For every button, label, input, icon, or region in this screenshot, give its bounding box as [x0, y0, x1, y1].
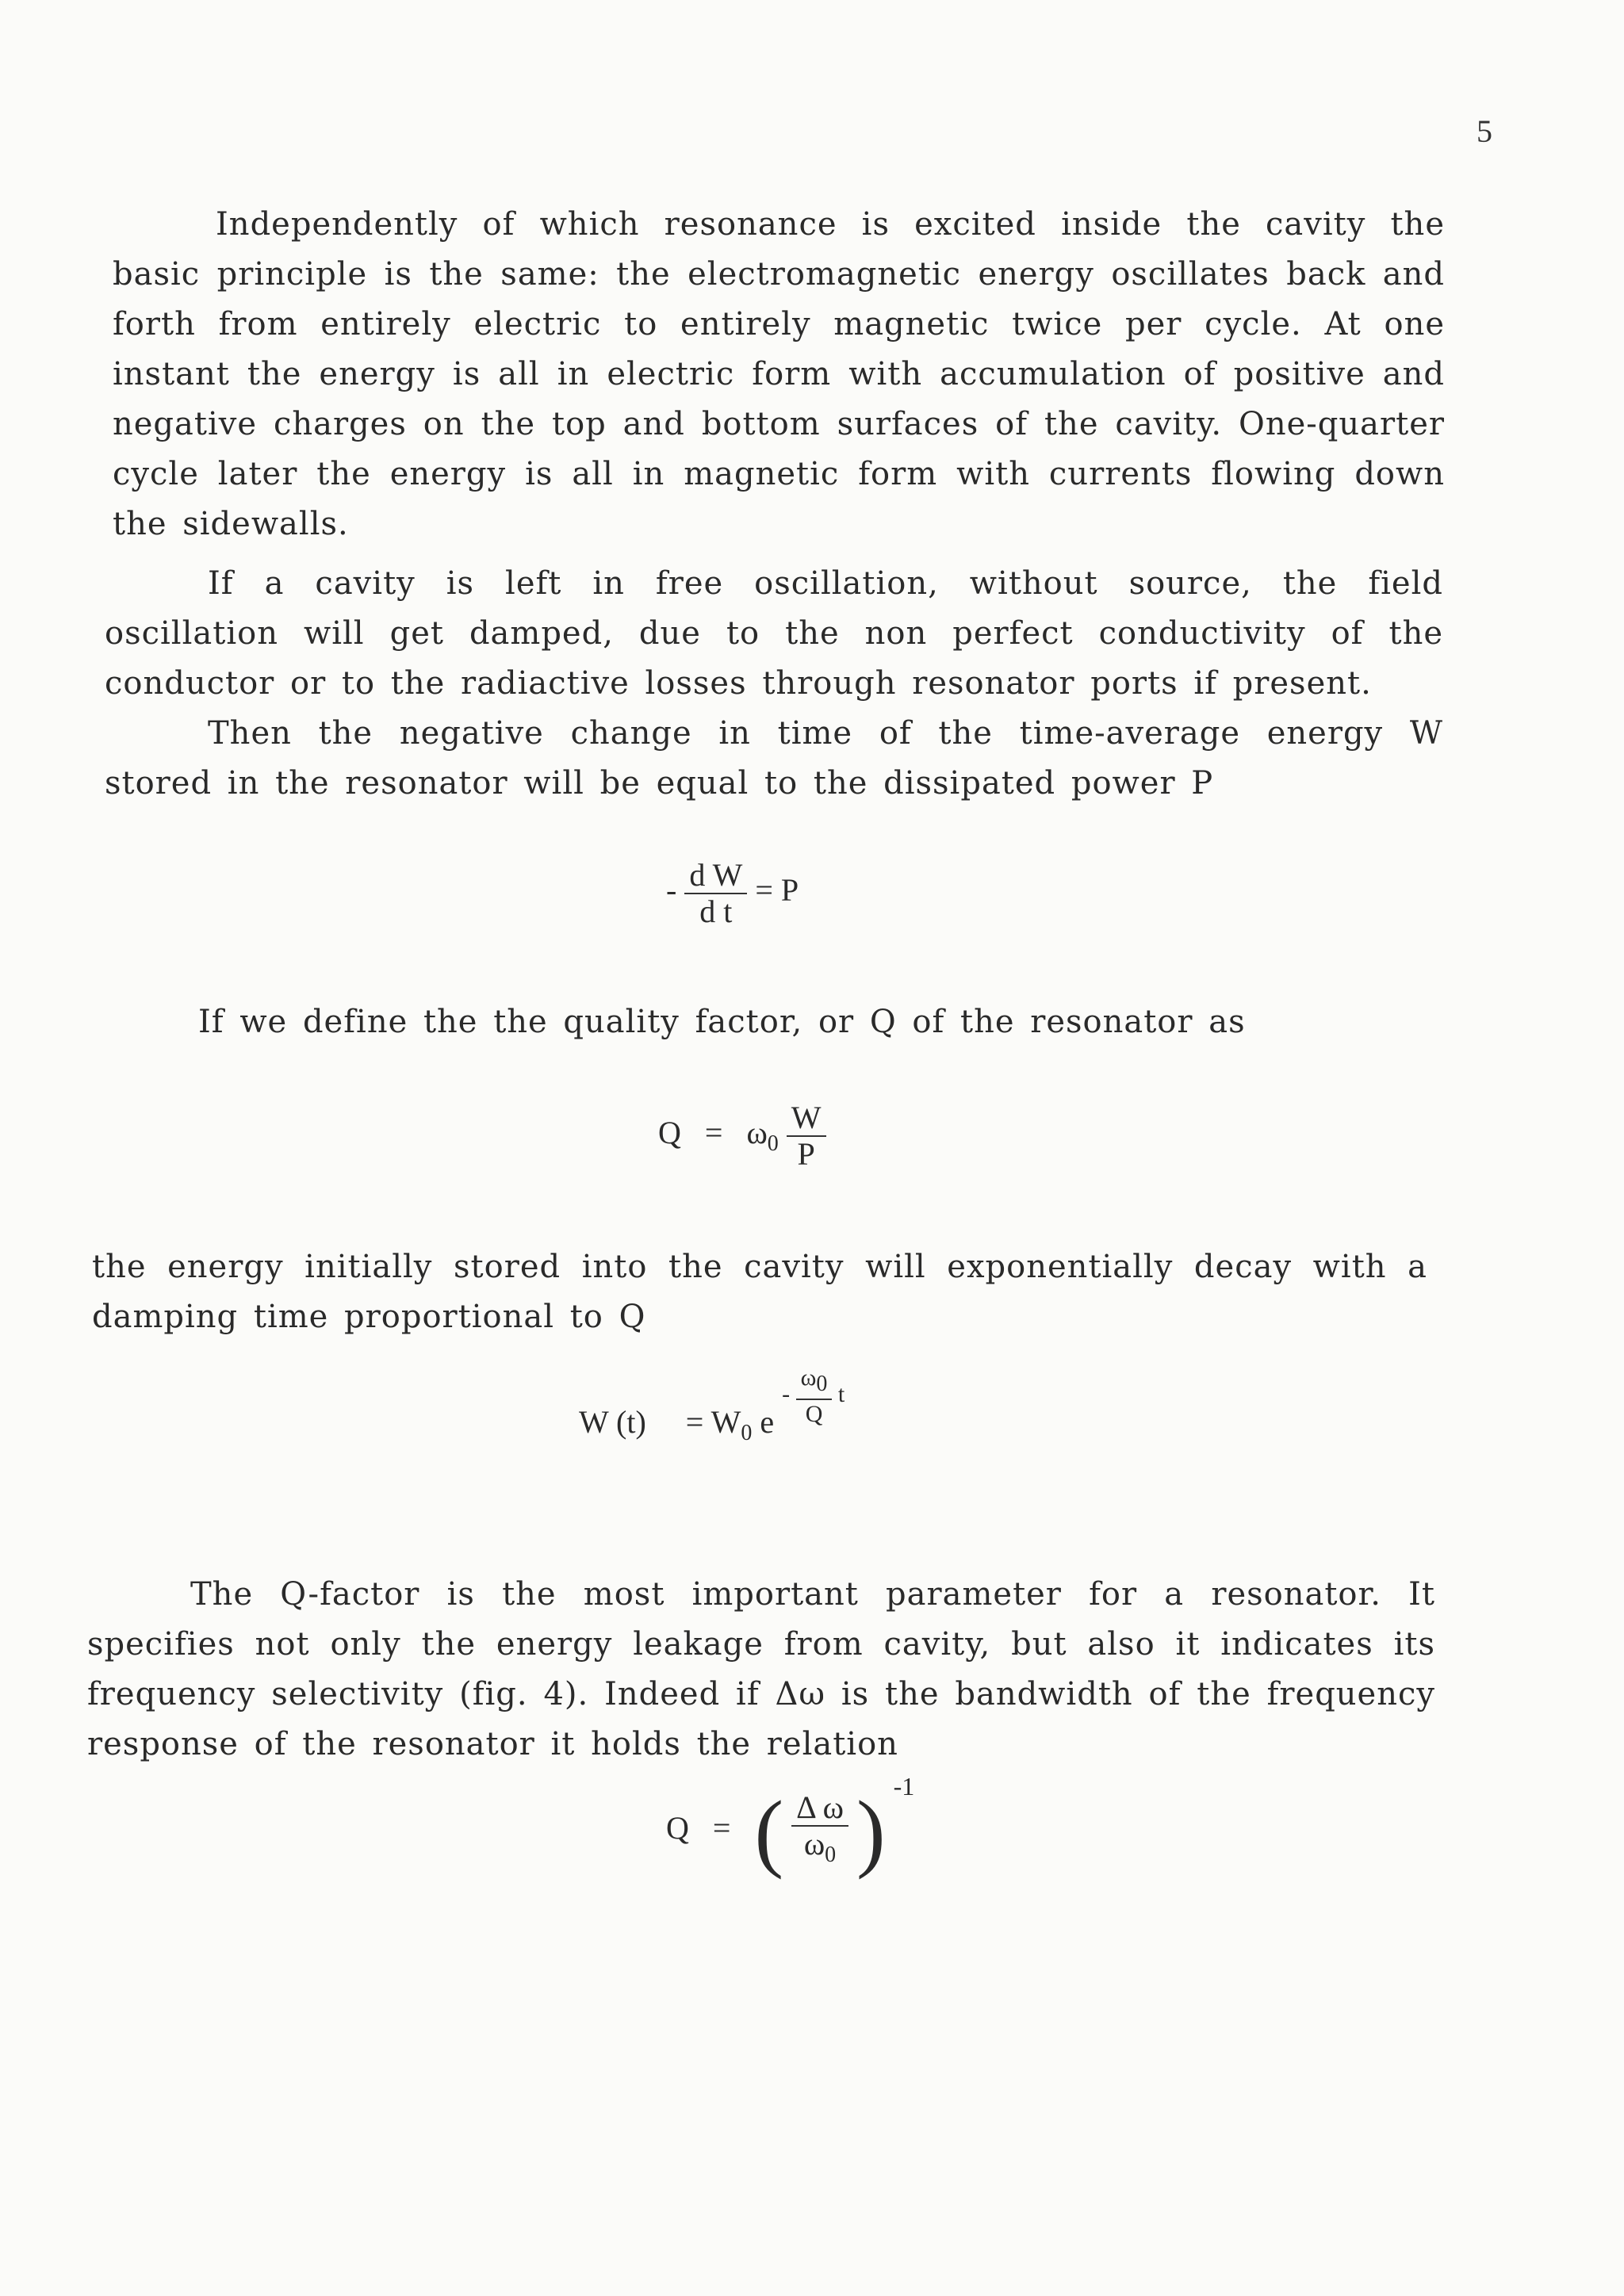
exponent-numerator: [796, 1364, 833, 1400]
equation-lhs: Q: [658, 1115, 681, 1151]
paragraph-resonance-principle: Independently of which resonance is excited inside the cavity the basic principle is the same: the electromagnetic energy oscillates back and forth from entirely electric to entirely magnetic twice per cycle. At one instant the energy is all in electric form with accumulation of positive and negative charges on the top and bottom surfaces of the cavity. One-quarter cycle later the energy is all in magnetic form with currents flowing down the sidewalls.: [113, 206, 1445, 542]
paragraph-q-factor-importance: The Q-factor is the most important parameter for a resonator. It specifies not only the energy leakage from cavity, but also it indicates its frequency selectivity (fig. 4). Indeed if Δω is the bandwidth of the frequency response of the resonator it holds the relation: [87, 1576, 1435, 1762]
equation-lhs: W (t): [579, 1404, 646, 1440]
w-subscript: 0: [741, 1421, 753, 1445]
fraction-numerator: Δ ω: [791, 1790, 848, 1827]
exponential-e: e: [760, 1404, 775, 1440]
equation-energy-derivative: [666, 858, 799, 929]
fraction-bandwidth: [791, 1790, 848, 1873]
fraction-denominator: d t: [699, 894, 733, 929]
fraction-denominator: [799, 1827, 841, 1873]
omega-symbol: ω: [746, 1115, 768, 1151]
omega-subscript: 0: [767, 1131, 779, 1157]
paragraph-quality-factor-intro: If we define the the quality factor, or Q of the resonator as: [198, 1004, 1246, 1040]
exponent-t: t: [837, 1380, 845, 1407]
equation-rhs: = P: [755, 872, 799, 909]
equation-minus: -: [666, 872, 677, 909]
page-number: 5: [1477, 113, 1492, 149]
equation-equals: =: [712, 1810, 731, 1846]
fraction-dw-dt: [684, 858, 747, 929]
paragraph-free-oscillation: If a cavity is left in free oscillation, without source, the field oscillation will get damped, due to the non perfect conductivity of the conductor or to the radiactive losses through resonator ports if present.: [105, 565, 1443, 702]
right-paren: ): [856, 1783, 886, 1880]
omega-subscript: 0: [825, 1843, 837, 1867]
fraction-denominator: P: [797, 1136, 815, 1172]
equation-energy-decay: [579, 1364, 845, 1468]
paragraph-energy-change: Then the negative change in time of the time-average energy W stored in the resonator will be equal to the dissipated power P: [105, 715, 1443, 802]
omega-symbol: ω: [800, 1364, 817, 1391]
exponent-fraction: [796, 1364, 833, 1429]
left-paren: (: [754, 1783, 784, 1880]
exponent-denominator: Q: [805, 1401, 823, 1427]
omega-symbol: ω: [803, 1826, 825, 1862]
equation-quality-factor: [658, 1100, 826, 1172]
equation-equals-w: = W: [685, 1404, 741, 1440]
equation-lhs: Q: [666, 1810, 689, 1846]
exponent-minus: -: [782, 1380, 791, 1407]
fraction-numerator: W: [787, 1100, 826, 1137]
equation-equals: =: [704, 1115, 723, 1151]
fraction-numerator: d W: [684, 858, 747, 894]
exponent-block: [782, 1364, 845, 1429]
power-exponent: -1: [893, 1772, 915, 1800]
omega-subscript: 0: [816, 1372, 828, 1396]
paragraph-free-oscillation-block: [105, 559, 1443, 809]
paragraph-exponential-decay: the energy initially stored into the cavity will exponentially decay with a damping time proportional to Q: [92, 1249, 1427, 1335]
equation-bandwidth-relation: [666, 1772, 915, 1880]
fraction-w-p: [787, 1100, 826, 1172]
